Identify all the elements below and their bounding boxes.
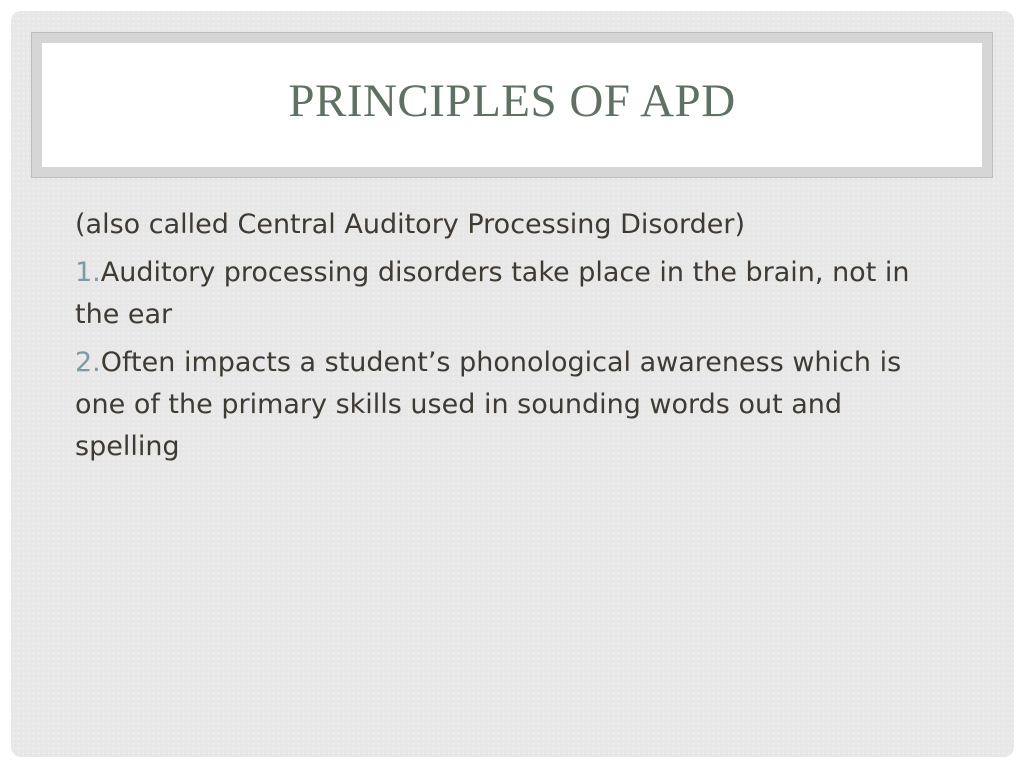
slide-body: [75, 204, 955, 474]
slide-title: PRINCIPLES OF APD: [288, 75, 736, 127]
list-item-text: Auditory processing disorders take place in the brain, not in the ear: [75, 257, 910, 330]
list-item-text: Often impacts a student’s phonological awareness which is one of the primary skills used in sounding words out and spelling: [75, 347, 902, 462]
intro-text: (also called Central Auditory Processing Disorder): [75, 209, 746, 240]
list-number: 1.: [75, 257, 101, 288]
slide: [11, 11, 1014, 757]
list-number: 2.: [75, 347, 101, 378]
title-box: [42, 43, 982, 167]
list-item: [75, 252, 955, 336]
title-frame: [31, 32, 993, 178]
list-item: [75, 342, 955, 468]
